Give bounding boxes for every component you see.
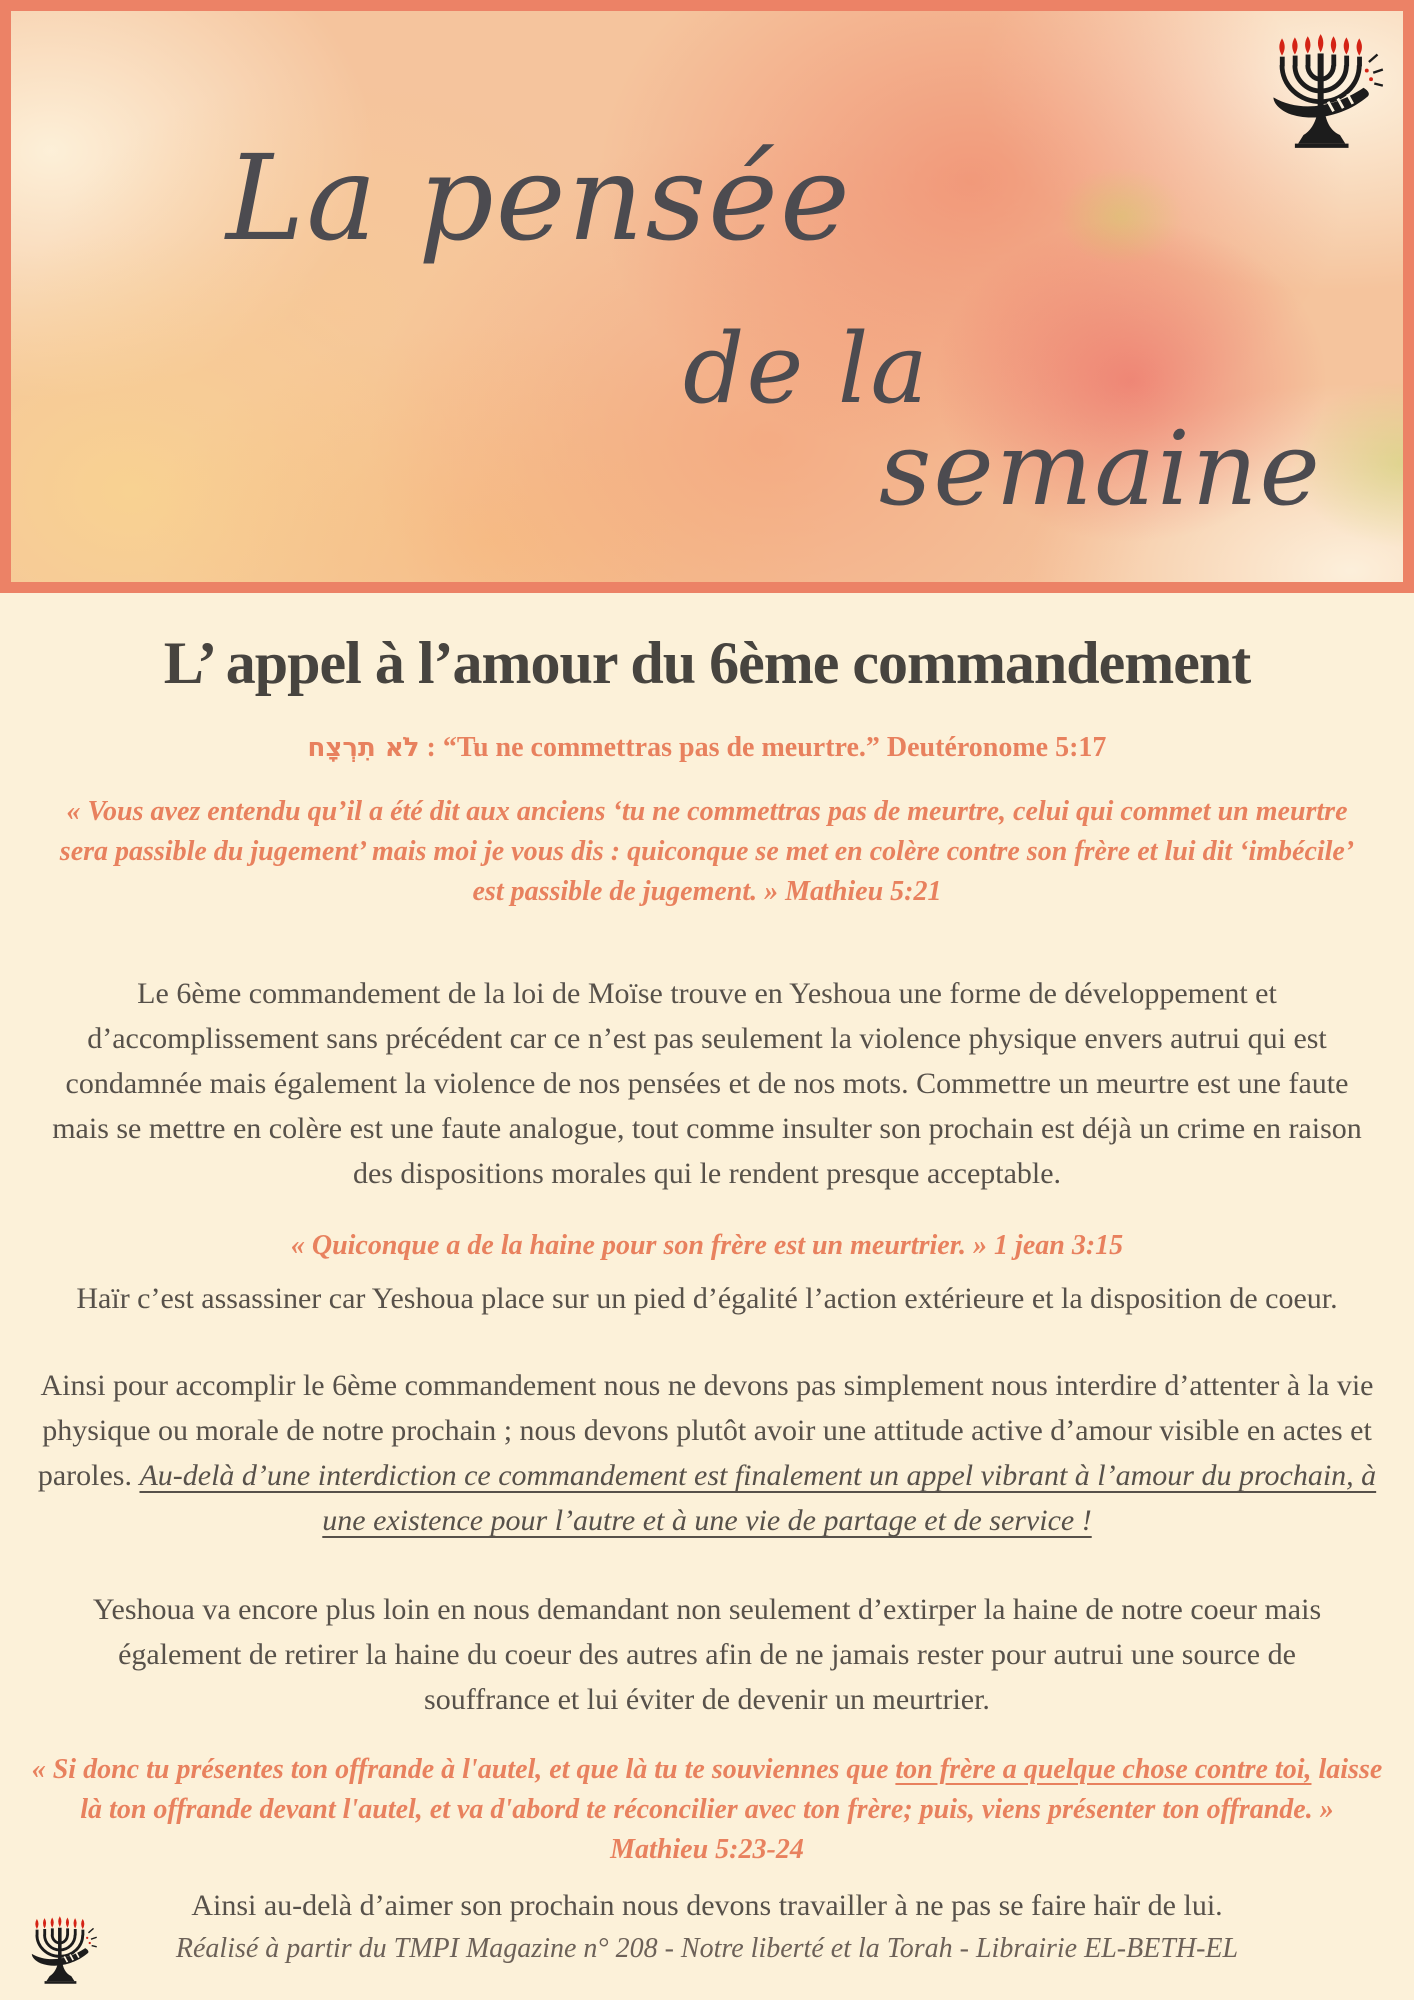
paragraph-3-emphasis: Au-delà d’une interdiction ce commandement est finalement un appel vibrant à l’amour du prochain, à une existence pour l’autre et à une vie de partage et de service ! xyxy=(139,1459,1377,1537)
content xyxy=(0,593,1414,1928)
paragraph-1: Le 6ème commandement de la loi de Moïse trouve en Yeshoua une forme de développement et d’accomplissement sans précédent car ce n’est pas seulement la violence physique envers autrui qui est condamnée mais également la violence de nos pensées et de nos mots. Commettre un meurtre est une faute mais se mettre en colère est une faute analogue, tout comme insulter son prochain est déjà un crime en raison des dispositions morales qui le rendent presque acceptable. xyxy=(52,977,1362,1191)
quote-mathieu-5-23-24 xyxy=(30,1750,1384,1869)
quote-mathieu-5-21: « Vous avez entendu qu’il a été dit aux anciens ‘tu ne commettras pas de meurtre, celui qui commet un meurtre sera passible du jugement’ mais moi je vous dis : quiconque se met en colère contre son frère et lui dit ‘imbécile’ est passible de jugement. » Mathieu 5:21 xyxy=(59,796,1355,907)
verse-deuteronome xyxy=(30,732,1384,764)
banner-script-line-3: semaine xyxy=(879,410,1322,529)
watercolor-banner xyxy=(0,0,1414,593)
verse-text: : “Tu ne commettras pas de meurtre.” Deutéronome 5:17 xyxy=(419,732,1107,763)
quote-1-jean-3-15: « Quiconque a de la haine pour son frère est un meurtrier. » 1 jean 3:15 xyxy=(290,1230,1124,1262)
quote-mathieu-5-23-24-underlined: ton frère a quelque chose contre toi, xyxy=(895,1754,1312,1785)
banner-script-line-1: La pensée xyxy=(226,129,852,267)
menorah-shofar-icon xyxy=(1267,27,1385,155)
paragraph-3 xyxy=(35,1363,1380,1543)
paragraph-2: Haïr c’est assassiner car Yeshoua place sur un pied d’égalité l’action extérieure et la disposition de coeur. xyxy=(76,1282,1338,1315)
menorah-shofar-icon-small xyxy=(28,1910,98,1990)
page-title: L’ appel à l’amour du 6ème commandement xyxy=(163,630,1251,696)
paragraph-5: Ainsi au-delà d’aimer son prochain nous devons travailler à ne pas se faire haïr de lui. xyxy=(191,1889,1223,1923)
quote-mathieu-5-23-24-part1: « Si donc tu présentes ton offrande à l'autel, et que là tu te souviennes que xyxy=(31,1754,896,1785)
paragraph-4: Yeshoua va encore plus loin en nous demandant non seulement d’extirper la haine de notre coeur mais également de retirer la haine du coeur des autres afin de ne jamais rester pour autrui une source de souffrance et lui éviter de devenir un meurtrier. xyxy=(92,1593,1322,1716)
paragraph-3-normal: Ainsi pour accomplir le 6ème commandement nous ne devons pas simplement nous interdire d’attenter à la vie physique ou morale de notre prochain ; nous devons plutôt avoir une attitude active d’amour visible en actes et paroles. xyxy=(37,1369,1374,1492)
quote-mathieu-5-23-24-part2: laisse là ton offrande devant l'autel, et va d'abord te réconcilier avec ton frère; puis, viens présenter ton offrande. » Mathieu 5:23-24 xyxy=(80,1754,1383,1865)
footer xyxy=(0,1905,1414,2000)
banner-script-line-2: de la xyxy=(683,313,930,425)
credit-line: Réalisé à partir du TMPI Magazine n° 208 - Notre liberté et la Torah - Librairie EL-BETH-EL xyxy=(175,1933,1239,1964)
hebrew-text: לֹא תִרְצָח xyxy=(307,733,420,763)
